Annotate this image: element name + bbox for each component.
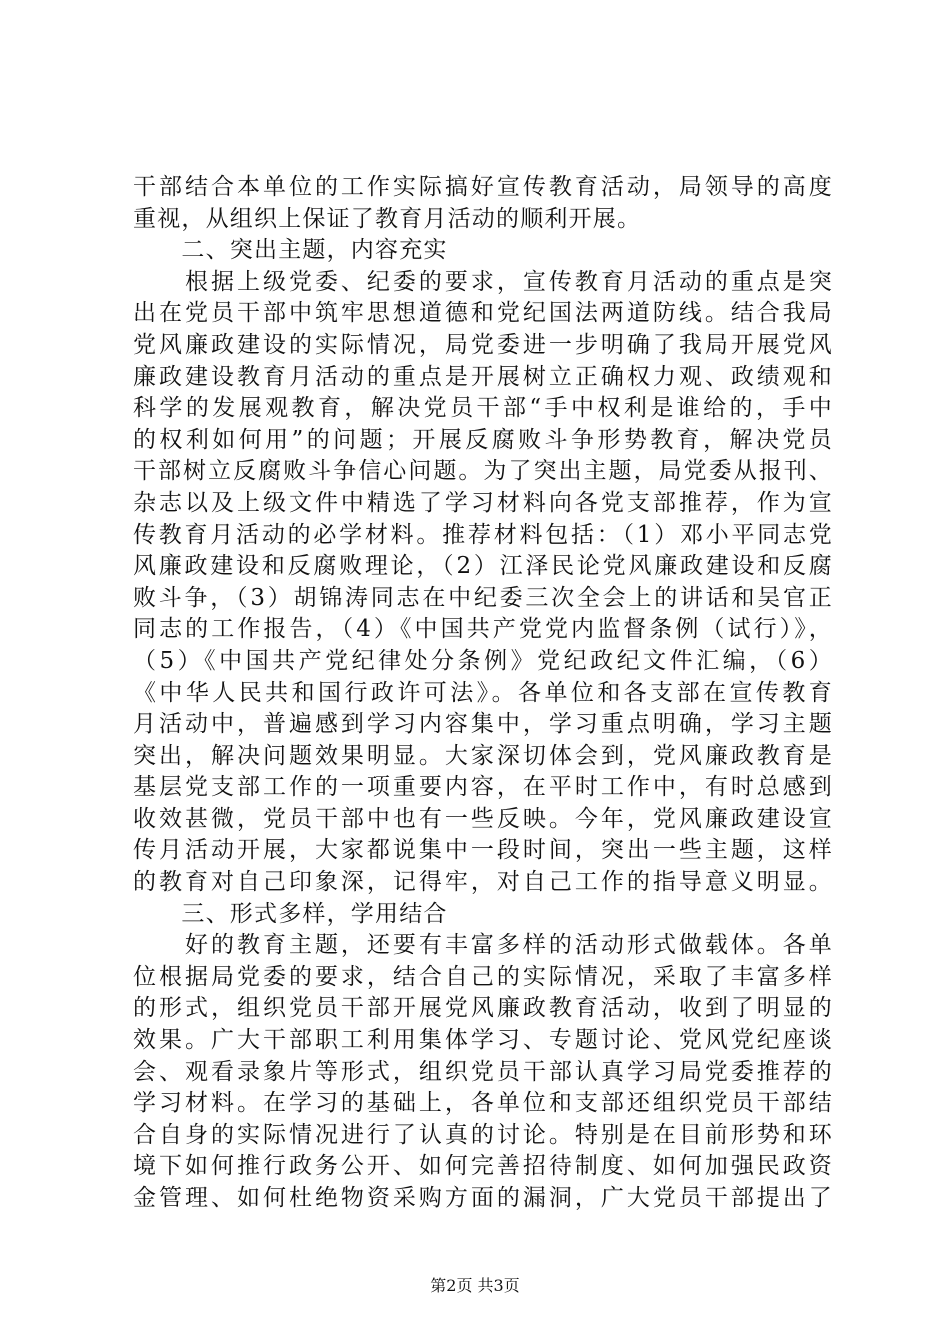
page-footer: 第2页 共3页 [430, 1276, 520, 1295]
text-line: 境下如何推行政务公开、如何完善招待制度、如何加强民政资 [133, 1153, 833, 1180]
text-line: 突出，解决问题效果明显。大家深切体会到，党风廉政教育是 [133, 742, 833, 769]
text-line: 的权利如何用”的问题；开展反腐败斗争形势教育，解决党员 [133, 426, 833, 453]
text-line: 收效甚微，党员干部中也有一些反映。今年，党风廉政建设宣 [133, 805, 833, 832]
text-line: 《中华人民共和国行政许可法》。各单位和各支部在宣传教育 [133, 679, 833, 706]
text-line: 干部结合本单位的工作实际搞好宣传教育活动，局领导的高度 [133, 174, 833, 200]
text-line: 同志的工作报告，（4）《中国共产党党内监督条例（试行）》， [133, 616, 833, 643]
text-line: 重视，从组织上保证了教育月活动的顺利开展。 [133, 205, 642, 232]
text-line: 杂志以及上级文件中精选了学习材料向各党支部推荐，作为宣 [133, 489, 833, 516]
text-line: 三、形式多样，学用结合 [133, 900, 448, 927]
text-line: 根据上级党委、纪委的要求，宣传教育月活动的重点是突 [133, 268, 833, 295]
text-line: 二、突出主题，内容充实 [133, 237, 448, 264]
text-line: （5）《中国共产党纪律处分条例》党纪政纪文件汇编，（6） [133, 647, 833, 674]
text-line: 学习材料。在学习的基础上，各单位和支部还组织党员干部结 [133, 1090, 833, 1117]
text-line: 月活动中，普遍感到学习内容集中，学习重点明确，学习主题 [133, 711, 833, 738]
text-line: 败斗争，（3）胡锦涛同志在中纪委三次全会上的讲话和吴官正 [133, 584, 833, 611]
text-line: 位根据局党委的要求，结合自己的实际情况，采取了丰富多样 [133, 963, 833, 990]
text-line: 金管理、如何杜绝物资采购方面的漏洞，广大党员干部提出了 [133, 1185, 833, 1211]
text-line: 干部树立反腐败斗争信心问题。为了突出主题，局党委从报刊、 [133, 458, 833, 485]
text-line: 风廉政建设和反腐败理论，（2）江泽民论党风廉政建设和反腐 [133, 553, 833, 580]
text-line: 好的教育主题，还要有丰富多样的活动形式做载体。各单 [133, 932, 833, 959]
text-line: 传教育月活动的必学材料。推荐材料包括：（1）邓小平同志党 [133, 521, 833, 548]
text-line: 效果。广大干部职工利用集体学习、专题讨论、党风党纪座谈 [133, 1027, 833, 1054]
text-line: 的教育对自己印象深，记得牢，对自己工作的指导意义明显。 [133, 869, 833, 896]
text-line: 会、观看录象片等形式，组织党员干部认真学习局党委推荐的 [133, 1058, 833, 1085]
document-body [133, 172, 833, 1215]
text-line: 合自身的实际情况进行了认真的讨论。特别是在目前形势和环 [133, 1121, 833, 1148]
text-line: 出在党员干部中筑牢思想道德和党纪国法两道防线。结合我局 [133, 300, 833, 327]
text-line: 科学的发展观教育，解决党员干部“手中权利是谁给的，手中 [133, 395, 833, 422]
text-line: 党风廉政建设的实际情况，局党委进一步明确了我局开展党风 [133, 331, 833, 358]
text-line: 廉政建设教育月活动的重点是开展树立正确权力观、政绩观和 [133, 363, 833, 390]
text-line: 基层党支部工作的一项重要内容，在平时工作中，有时总感到 [133, 774, 833, 801]
text-line: 的形式，组织党员干部开展党风廉政教育活动，收到了明显的 [133, 995, 833, 1022]
text-line: 传月活动开展，大家都说集中一段时间，突出一些主题，这样 [133, 837, 833, 864]
